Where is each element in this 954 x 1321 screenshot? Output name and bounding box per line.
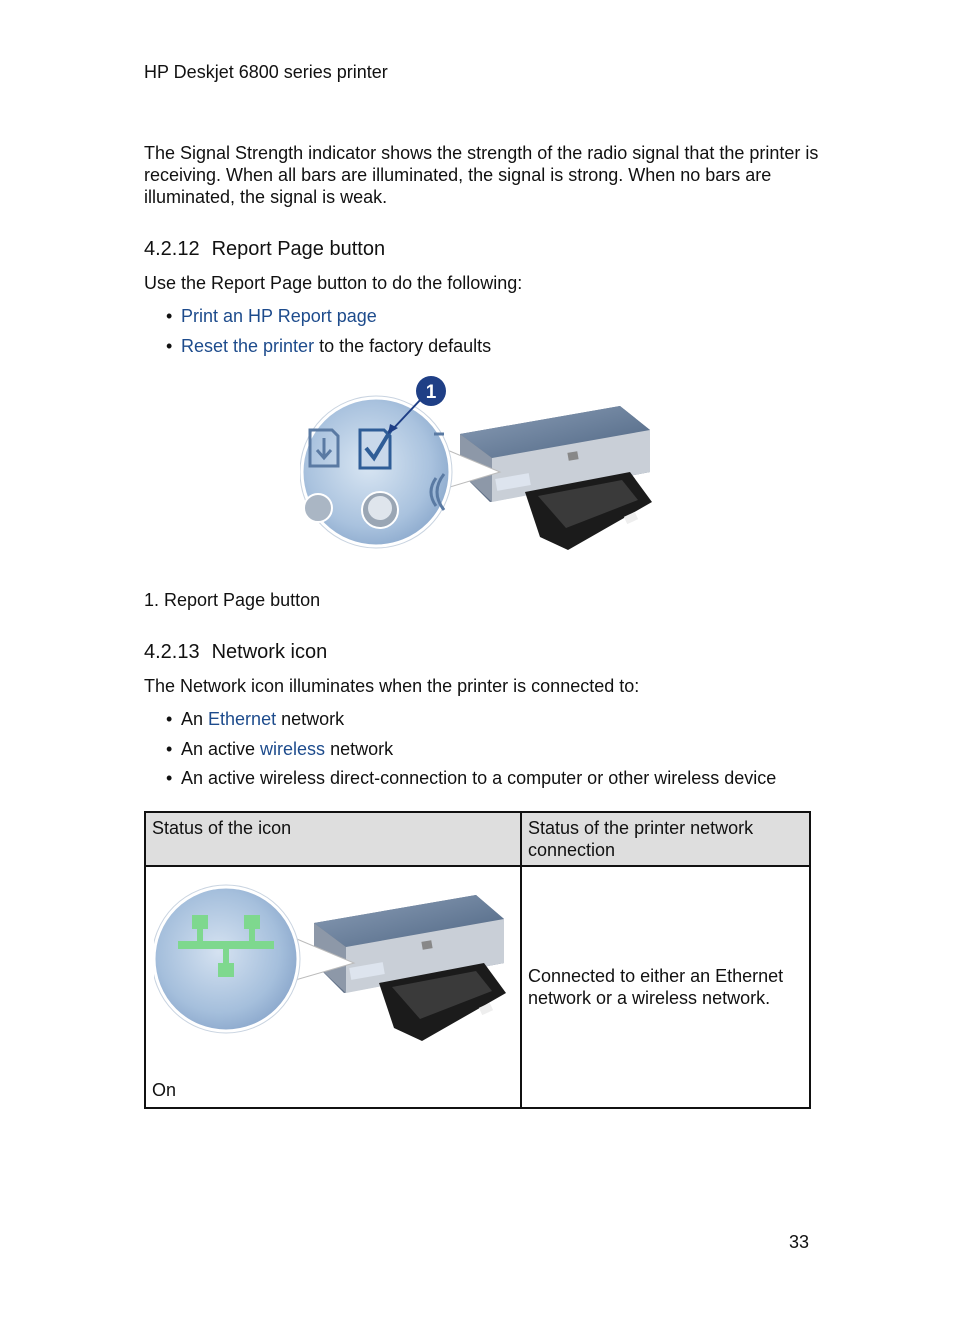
section-number: 4.2.12 [144, 238, 200, 260]
list-item [166, 305, 377, 327]
column-header-connection-status: Status of the printer network connection [521, 812, 810, 866]
icon-status-cell [145, 866, 521, 1108]
bullet-text: to the factory defaults [314, 336, 492, 356]
status-on-label: On [152, 1080, 177, 1100]
bullet-text: An active [181, 739, 261, 759]
bullet-text: network [276, 709, 345, 729]
list-item [166, 708, 344, 730]
table-row [145, 866, 810, 1108]
table-header-row [145, 812, 810, 866]
network-status-table [144, 811, 811, 1109]
report-page-icon [360, 428, 392, 468]
bullet-dot: • [166, 709, 173, 729]
bullet-text: An active wireless direct-connection to a computer or other wireless device [181, 768, 777, 788]
list-item [166, 335, 491, 357]
list-item [166, 738, 393, 760]
section-title: Network icon [211, 641, 328, 663]
section-title: Report Page button [211, 238, 386, 260]
printer-image [314, 895, 506, 1041]
bullet-text: network [325, 739, 394, 759]
signal-strength-paragraph: The Signal Strength indicator shows the strength of the radio signal that the printer is receiving. When all bars are illuminated, the signal is strong. When no bars are illuminated, the signal is weak. [144, 143, 819, 207]
running-header: HP Deskjet 6800 series printer [144, 62, 388, 82]
print-report-link[interactable]: Print an HP Report page [181, 306, 377, 326]
list-item [166, 767, 776, 789]
callout-number: 1 [425, 382, 437, 403]
section-heading-network-icon [144, 641, 327, 664]
bullet-text: An [181, 709, 209, 729]
connection-status-cell: Connected to either an Ethernet network or a wireless network. [521, 866, 810, 1108]
bullet-dot: • [166, 336, 173, 356]
bullet-dot: • [166, 739, 173, 759]
report-page-button-illustration [300, 372, 660, 558]
printer-image [460, 406, 652, 550]
column-header-icon-status: Status of the icon [145, 812, 521, 866]
figure-caption: 1. Report Page button [144, 590, 321, 610]
wireless-link[interactable]: wireless [260, 739, 326, 759]
network-lead-text: The Network icon illuminates when the printer is connected to: [144, 676, 640, 696]
page-number: 33 [789, 1232, 810, 1252]
report-lead-text: Use the Report Page button to do the following: [144, 273, 523, 293]
ethernet-link[interactable]: Ethernet [208, 709, 277, 729]
network-icon-illustration [154, 881, 510, 1061]
section-number: 4.2.13 [144, 641, 200, 663]
reset-printer-link[interactable]: Reset the printer [181, 336, 315, 356]
bullet-dot: • [166, 306, 173, 326]
section-heading-report-page [144, 238, 385, 261]
bullet-dot: • [166, 768, 173, 788]
